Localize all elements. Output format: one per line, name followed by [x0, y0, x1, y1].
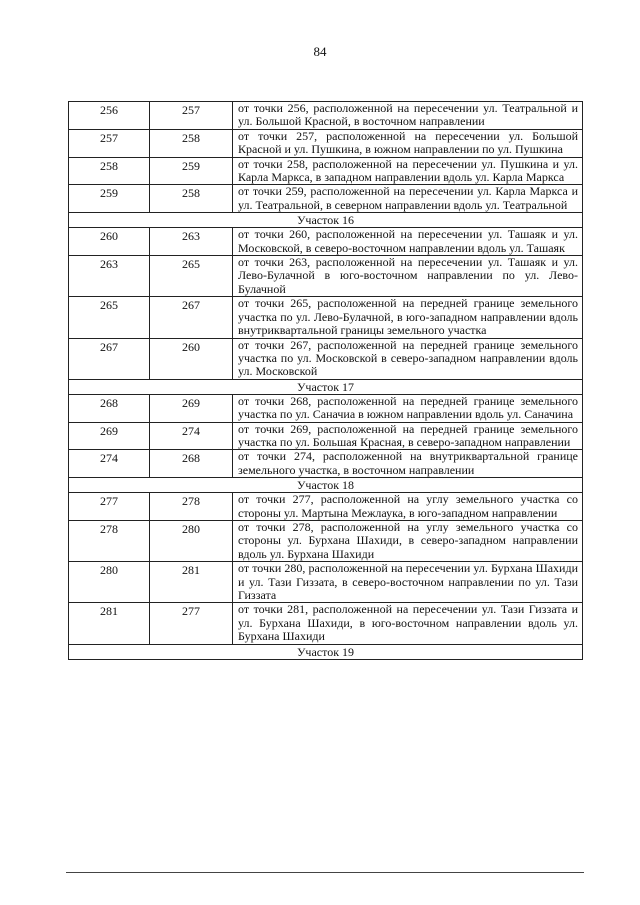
description-cell: от точки 278, расположенной на углу земельного участка со стороны ул. Бурхана Шахиди, в северо-западном направлении вдоль ул. Бурхана Шахиди [233, 520, 583, 561]
description-cell: от точки 281, расположенной на пересечении ул. Тази Гиззата и ул. Бурхана Шахиди, в юго-восточном направлении вдоль ул. Бурхана Шахиди [233, 603, 583, 644]
description-cell: от точки 267, расположенной на передней границе земельного участка по ул. Московской в северо-западном направлении вдоль ул. Московской [233, 338, 583, 379]
table-row [69, 129, 583, 157]
point-to-cell: 281 [150, 562, 233, 603]
point-to-cell: 263 [150, 228, 233, 256]
point-to-cell: 278 [150, 493, 233, 521]
point-from-cell: 280 [69, 562, 150, 603]
table-row [69, 562, 583, 603]
description-cell: от точки 257, расположенной на пересечении ул. Большой Красной и ул. Пушкина, в южном направлении по ул. Пушкина [233, 129, 583, 157]
table-row [69, 493, 583, 521]
description-cell: от точки 258, расположенной на пересечении ул. Пушкина и ул. Карла Маркса, в западном направлении вдоль ул. Карла Маркса [233, 157, 583, 185]
page-bottom-rule [66, 872, 584, 873]
section-header-row [69, 379, 583, 394]
description-cell: от точки 268, расположенной на передней границе земельного участка по ул. Саначиа в южном направлении вдоль ул. Саначина [233, 394, 583, 422]
section-title: Участок 19 [69, 644, 583, 659]
table-row [69, 338, 583, 379]
page-number: 84 [313, 44, 327, 59]
description-cell: от точки 260, расположенной на пересечении ул. Ташаяк и ул. Московской, в северо-восточном направлении вдоль ул. Ташаяк [233, 228, 583, 256]
table-row [69, 297, 583, 338]
description-cell: от точки 280, расположенной на пересечении ул. Бурхана Шахиди и ул. Тази Гиззата, в северо-восточном направлении по ул. Тази Гиззата [233, 562, 583, 603]
table-row [69, 422, 583, 450]
section-header-row [69, 644, 583, 659]
description-cell: от точки 269, расположенной на передней границе земельного участка по ул. Большая Красная, в северо-западном направлении [233, 422, 583, 450]
table-row [69, 520, 583, 561]
description-cell: от точки 274, расположенной на внутриквартальной границе земельного участка, в восточном направлении [233, 450, 583, 478]
point-to-cell: 257 [150, 102, 233, 130]
point-to-cell: 268 [150, 450, 233, 478]
table-row [69, 256, 583, 297]
point-from-cell: 259 [69, 185, 150, 213]
point-from-cell: 267 [69, 338, 150, 379]
description-cell: от точки 277, расположенной на углу земельного участка со стороны ул. Мартына Межлаука, в юго-западном направлении [233, 493, 583, 521]
table-row [69, 157, 583, 185]
description-cell: от точки 259, расположенной на пересечении ул. Карла Маркса и ул. Театральной, в северном направлении вдоль ул. Театральной [233, 185, 583, 213]
point-from-cell: 258 [69, 157, 150, 185]
table-row [69, 102, 583, 130]
table-row [69, 228, 583, 256]
point-from-cell: 256 [69, 102, 150, 130]
point-from-cell: 263 [69, 256, 150, 297]
table-row [69, 603, 583, 644]
table-row [69, 394, 583, 422]
point-from-cell: 265 [69, 297, 150, 338]
point-to-cell: 269 [150, 394, 233, 422]
point-to-cell: 265 [150, 256, 233, 297]
description-cell: от точки 265, расположенной на передней границе земельного участка по ул. Лево-Булачной, в юго-западном направлении вдоль внутриквартальной границы земельного участка [233, 297, 583, 338]
table-row [69, 450, 583, 478]
point-from-cell: 277 [69, 493, 150, 521]
section-header-row [69, 478, 583, 493]
section-header-row [69, 213, 583, 228]
boundary-table [68, 101, 583, 660]
point-to-cell: 258 [150, 129, 233, 157]
point-to-cell: 280 [150, 520, 233, 561]
point-to-cell: 274 [150, 422, 233, 450]
description-cell: от точки 256, расположенной на пересечении ул. Театральной и ул. Большой Красной, в восточном направлении [233, 102, 583, 130]
section-title: Участок 16 [69, 213, 583, 228]
point-from-cell: 260 [69, 228, 150, 256]
point-to-cell: 259 [150, 157, 233, 185]
point-from-cell: 257 [69, 129, 150, 157]
point-from-cell: 281 [69, 603, 150, 644]
point-to-cell: 258 [150, 185, 233, 213]
table-row [69, 185, 583, 213]
table-body [69, 102, 583, 660]
section-title: Участок 17 [69, 379, 583, 394]
description-cell: от точки 263, расположенной на пересечении ул. Ташаяк и ул. Лево-Булачной в юго-восточном направлении по ул. Лево-Булачной [233, 256, 583, 297]
point-from-cell: 278 [69, 520, 150, 561]
point-from-cell: 274 [69, 450, 150, 478]
point-to-cell: 267 [150, 297, 233, 338]
point-from-cell: 269 [69, 422, 150, 450]
point-from-cell: 268 [69, 394, 150, 422]
point-to-cell: 277 [150, 603, 233, 644]
point-to-cell: 260 [150, 338, 233, 379]
section-title: Участок 18 [69, 478, 583, 493]
